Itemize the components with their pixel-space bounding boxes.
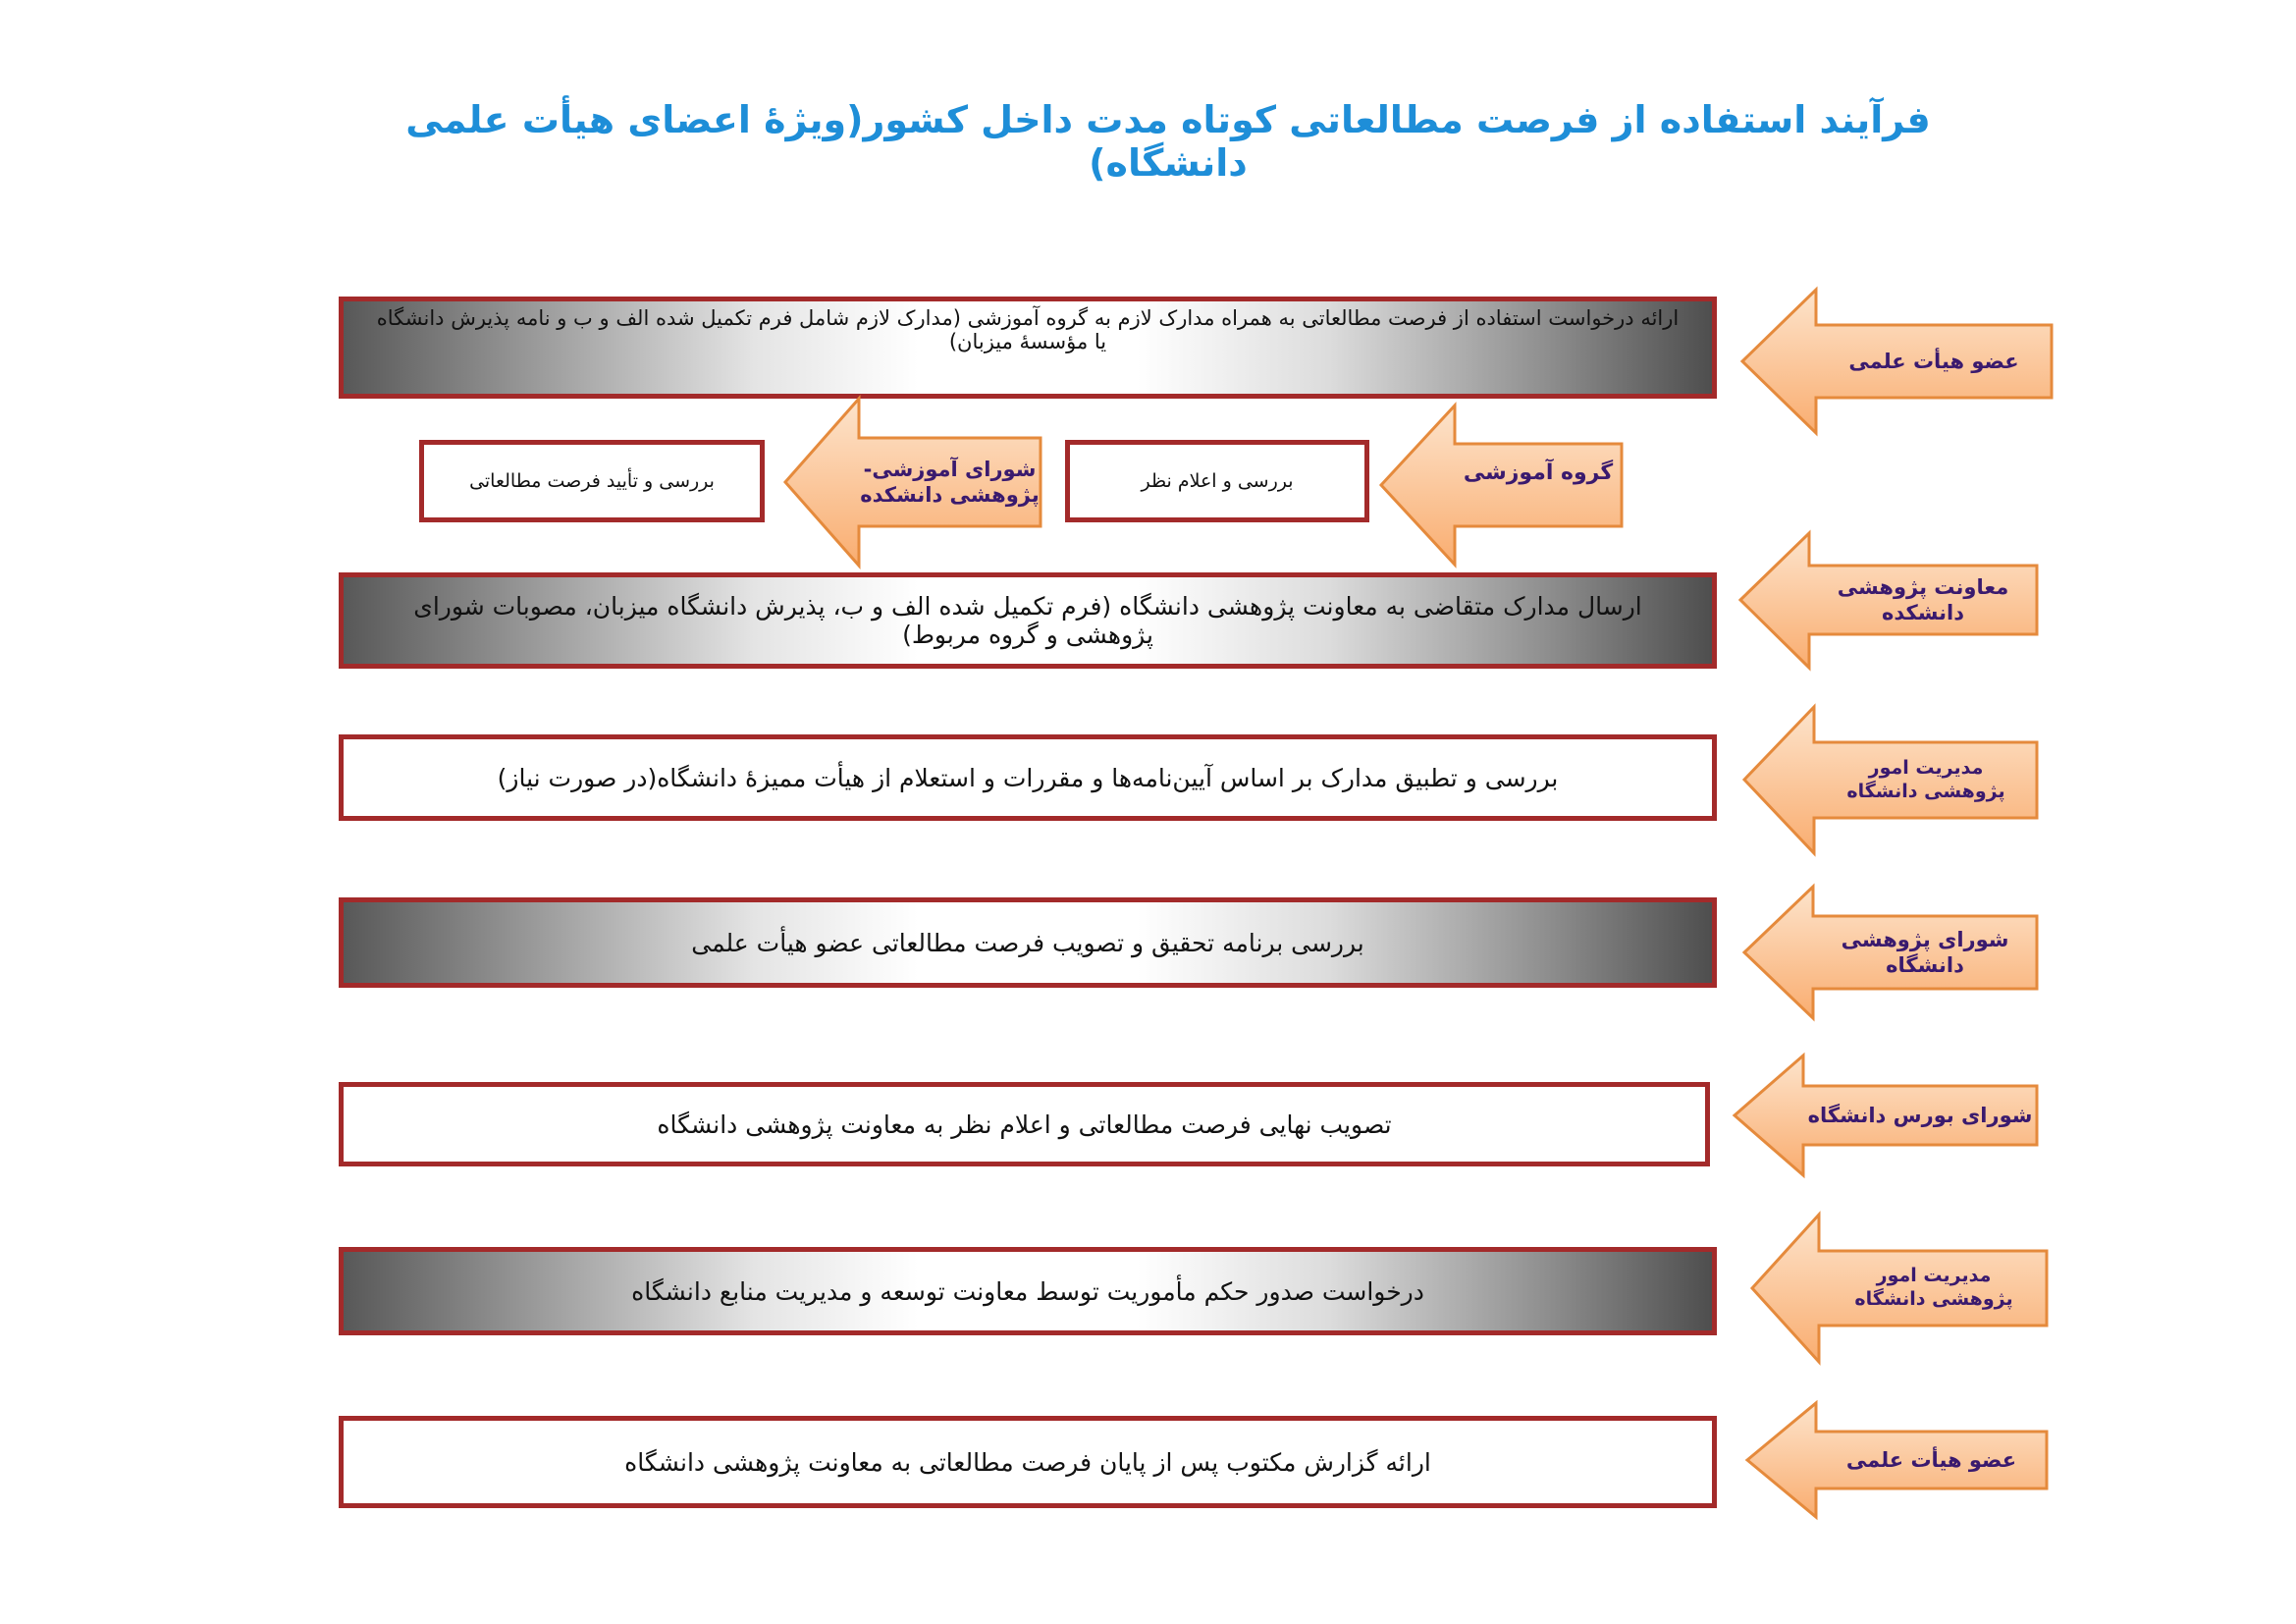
substep-council-text: بررسی و تأیید فرصت مطالعاتی — [469, 470, 715, 492]
step-3-text: بررسی و تطبیق مدارک بر اساس آیین‌نامه‌ها و مقررات و استعلام از هیأت ممیزۀ دانشگاه(در صورت نیاز) — [497, 763, 1559, 792]
step-2-text: ارسال مدارک متقاضی به معاونت پژوهشی دانشگاه (فرم تکمیل شده الف و ب، پذیرش دانشگاه میزبان، مصوبات شورای پژوهشی و گروه مربوط) — [413, 592, 1642, 649]
page-title: فرآیند استفاده از فرصت مطالعاتی کوتاه مدت داخل کشور(ویژۀ اعضای هیأت علمی دانشگاه) — [405, 98, 1931, 185]
step-6-box — [339, 1247, 1717, 1335]
step-4-actor-arrow — [1739, 884, 2042, 1021]
step-6-actor-arrow — [1747, 1212, 2052, 1365]
step-5-actor-arrow — [1730, 1053, 2042, 1178]
step-6-actor-label: مدیریت امور پژوهشی دانشگاه — [1854, 1265, 2013, 1310]
step-5-text: تصویب نهایی فرصت مطالعاتی و اعلام نظر به معاونت پژوهشی دانشگاه — [657, 1110, 1392, 1139]
substep-group-actor-arrow — [1376, 403, 1627, 568]
step-2-actor-label: معاونت پژوهشی دانشکده — [1837, 574, 2009, 624]
step-1-actor-label: عضو هیأت علمی — [1848, 349, 2019, 373]
step-1-actor-arrow — [1737, 287, 2056, 436]
step-5-box — [339, 1082, 1710, 1166]
substep-group-box — [1065, 440, 1369, 522]
step-1-box — [339, 297, 1717, 399]
step-7-text: ارائه گزارش مکتوب پس از پایان فرصت مطالعاتی به معاونت پژوهشی دانشگاه — [624, 1447, 1431, 1477]
substep-council-actor-arrow — [780, 396, 1045, 568]
substep-group-actor-label: گروه آموزشی — [1463, 460, 1614, 486]
step-7-actor-label: عضو هیأت علمی — [1845, 1447, 2017, 1472]
substep-council-box — [419, 440, 765, 522]
step-3-actor-label: مدیریت امور پژوهشی دانشگاه — [1846, 756, 2005, 802]
step-2-actor-arrow — [1735, 530, 2042, 671]
substep-group-text: بررسی و اعلام نظر — [1141, 470, 1294, 492]
step-2-box — [339, 572, 1717, 669]
step-1-text: ارائه درخواست استفاده از فرصت مطالعاتی به همراه مدارک لازم به گروه آموزشی (مدارک لازم شامل فرم تکمیل شده الف و ب و نامه پذیرش دانشگاه یا مؤسسۀ میزبان) — [376, 306, 1680, 353]
step-4-actor-label: شورای پژوهشی دانشگاه — [1841, 927, 2009, 977]
step-7-box — [339, 1416, 1717, 1508]
step-3-box — [339, 734, 1717, 821]
step-3-actor-arrow — [1739, 704, 2042, 856]
step-4-box — [339, 897, 1717, 988]
substep-council-actor-label: شورای آموزشی- پژوهشی دانشکده — [860, 457, 1040, 507]
step-4-text: بررسی برنامه تحقیق و تصویب فرصت مطالعاتی عضو هیأت علمی — [691, 928, 1364, 957]
step-6-text: درخواست صدور حکم مأموریت توسط معاونت توسعه و مدیریت منابع دانشگاه — [631, 1276, 1424, 1306]
step-7-actor-arrow — [1742, 1400, 2052, 1520]
step-5-actor-label: شورای بورس دانشگاه — [1807, 1103, 2033, 1127]
